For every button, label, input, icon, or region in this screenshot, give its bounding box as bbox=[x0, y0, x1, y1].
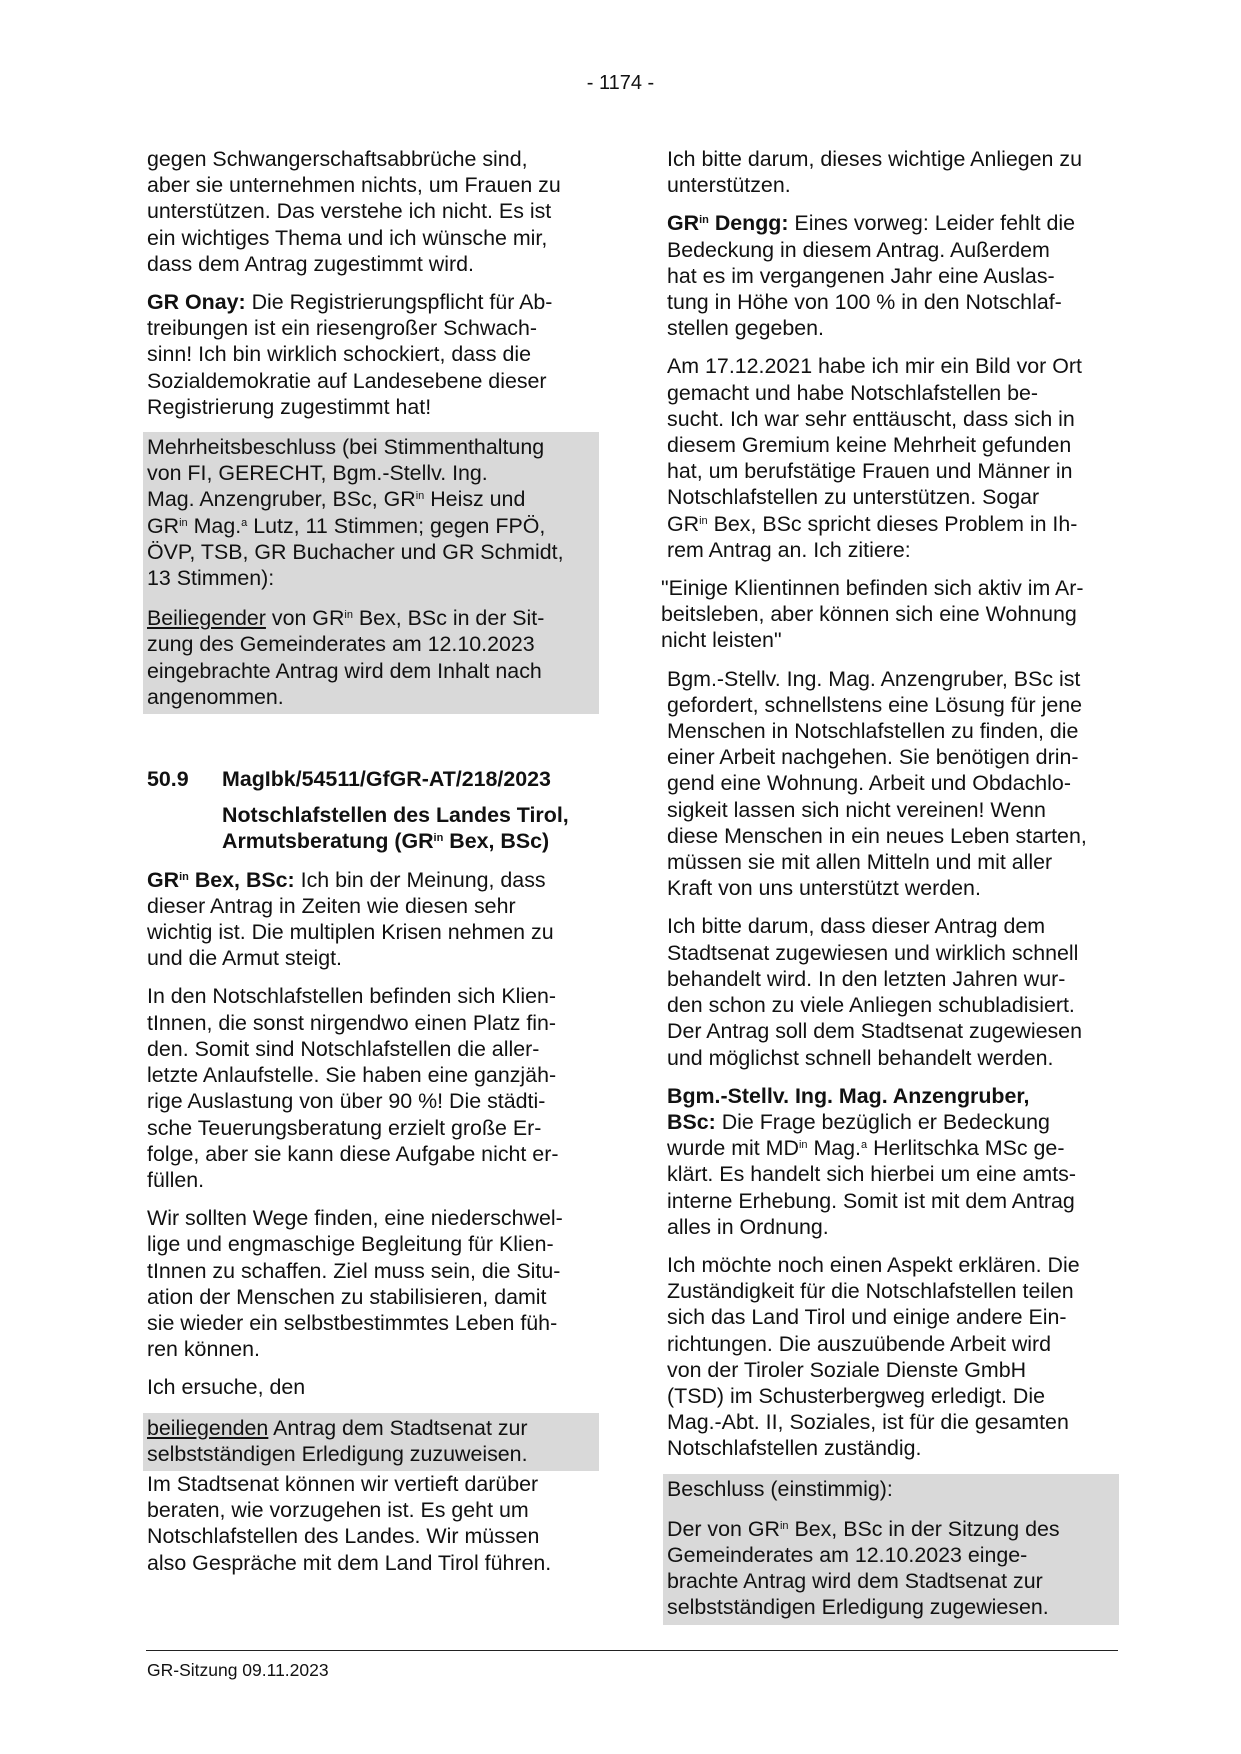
paragraph: In den Notschlafstellen befinden sich Klien- tInnen, die sonst nirgendwo einen Platz fin- den. Somit sind Notschlafstellen die aller- letzte Anlaufstelle. Sie haben eine ganzjäh- rige Auslastung von über 90 %! Die städti- sche Teuerungsberatung erzielt große Er- folge, aber sie kann diese Aufgabe nicht er- füllen. bbox=[147, 984, 559, 1192]
agenda-item-header bbox=[147, 766, 599, 792]
speaker-name: $GR^{in}$ Dengg: bbox=[667, 211, 789, 236]
resolution-block bbox=[147, 432, 599, 714]
agenda-reference: MagIbk/54511/GfGR-AT/218/2023 bbox=[222, 767, 551, 792]
attachment-reference: beiliegenden bbox=[147, 1415, 269, 1440]
paragraph: Ich bitte darum, dass dieser Antrag dem Stadtsenat zugewiesen und wirklich schnell behandelt wird. In den letzten Jahren wur- den schon zu viele Anliegen schubladisiert. Der Antrag soll dem Stadtsenat zugewiesen und möglichst schnell behandelt werden. bbox=[667, 914, 1082, 1070]
shaded-spacer bbox=[663, 1506, 1119, 1514]
motion-request: beiliegenden Antrag dem Stadtsenat zur selbstständigen Erledigung zuzuweisen. bbox=[143, 1413, 599, 1471]
speech-bex: $GR^{in}$ Bex, BSc: Ich bin der Meinung, dass dieser Antrag in Zeiten wie diesen sehr wichtig ist. Die multiplen Krisen nehmen zu und die Armut steigt. bbox=[147, 867, 554, 971]
attachment-reference: Beiliegender bbox=[147, 606, 266, 631]
right-column bbox=[661, 146, 1119, 1625]
page-number: - 1174 - bbox=[586, 72, 655, 94]
decision-label: Beschluss (einstimmig): bbox=[663, 1474, 1119, 1506]
quote: "Einige Klientinnen befinden sich aktiv im Ar- beitsleben, aber können sich eine Wohnung nicht leisten" bbox=[661, 576, 1084, 653]
decision-text: Der von $GR^{in}$ Bex, BSc in der Sitzung des Gemeinderates am 12.10.2023 einge- brachte Antrag wird dem Stadtsenat zur selbstständigen Erledigung zugewiesen. bbox=[663, 1514, 1119, 1625]
paragraph: Ich bitte darum, dieses wichtige Anliegen zu unterstützen. bbox=[667, 147, 1082, 198]
paragraph: Ich ersuche, den bbox=[147, 1375, 306, 1400]
speaker-name: Bgm.-Stellv. Ing. Mag. Anzengruber, BSc: bbox=[667, 1083, 1030, 1134]
paragraph: Wir sollten Wege finden, eine niederschwel- lige und engmaschige Begleitung für Klien- tInnen zu schaffen. Ziel muss sein, die Situ- ation der Menschen zu stabilisieren, damit sie wieder ein selbstbestimmtes Leben füh- ren können. bbox=[147, 1206, 563, 1362]
speech-onay: GR Onay: Die Registrierungspflicht für Ab- treibungen ist ein riesengroßer Schwach- sinn! Ich bin wirklich schockiert, dass die Sozialdemokratie auf Landesebene dieser Registrierung zugestimmt hat! bbox=[147, 290, 553, 419]
agenda-title: Notschlafstellen des Landes Tirol, Armutsberatung ($GR^{in}$ Bex, BSc) bbox=[222, 803, 569, 854]
agenda-number: 50.9 bbox=[147, 767, 189, 792]
shaded-spacer bbox=[143, 595, 599, 603]
paragraph: Bgm.-Stellv. Ing. Mag. Anzengruber, BSc ist gefordert, schnellstens eine Lösung für jene Menschen in Notschlafstellen zu finden, die einer Arbeit nachgehen. Sie benötigen drin- gend eine Wohnung. Arbeit und Obdachlo- sigkeit lassen sich nicht vereinen! Wenn diese Menschen in ein neues Leben starten, müssen sie mit allen Mitteln und mit aller Kraft von uns unterstützt werden. bbox=[667, 666, 1087, 901]
paragraph: Im Stadtsenat können wir vertieft darüber beraten, wie vorzugehen ist. Es geht um Notschlafstellen des Landes. Wir müssen also Gespräche mit dem Land Tirol führen. bbox=[147, 1471, 552, 1575]
speech-anzengruber: Bgm.-Stellv. Ing. Mag. Anzengruber, BSc: Die Frage bezüglich er Bedeckung wurde mit $MD^{in}$ Mag.$^a$ Herlitschka MSc ge- klärt. Es handelt sich hierbei um eine amts- interne Erhebung. Somit ist mit dem Antrag alles in Ordnung. bbox=[667, 1083, 1076, 1239]
speaker-name: GR Onay: bbox=[147, 290, 246, 315]
footer-divider bbox=[146, 1650, 1118, 1651]
vote-result: Mehrheitsbeschluss (bei Stimmenthaltung von FI, GERECHT, Bgm.-Stellv. Ing. Mag. Anzengruber, BSc, $GR^{in}$ Heisz und $GR^{in}$ Mag.$^a$ Lutz, 11 Stimmen; gegen FPÖ, ÖVP, TSB, GR Buchacher und GR Schmidt, 13 Stimmen): bbox=[143, 432, 599, 595]
speaker-name: $GR^{in}$ Bex, BSc: bbox=[147, 867, 295, 892]
resolution-text: Beiliegender von $GR^{in}$ Bex, BSc in der Sit- zung des Gemeinderates am 12.10.2023 eingebrachte Antrag wird dem Inhalt nach angenommen. bbox=[143, 603, 599, 714]
paragraph: gegen Schwangerschaftsabbrüche sind, aber sie unternehmen nichts, um Frauen zu unterstützen. Das verstehe ich nicht. Es ist ein wichtiges Thema und ich wünsche mir, dass dem Antrag zugestimmt wird. bbox=[147, 147, 561, 276]
speech-dengg: $GR^{in}$ Dengg: Eines vorweg: Leider fehlt die Bedeckung in diesem Antrag. Außerdem hat es im vergangenen Jahr eine Auslas- tung in Höhe von 100 % in den Notschlaf- stellen gegeben. bbox=[667, 211, 1076, 341]
paragraph: Ich möchte noch einen Aspekt erklären. Die Zuständigkeit für die Notschlafstellen teilen sich das Land Tirol und einige andere Ein- richtungen. Die auszuübende Arbeit wird von der Tiroler Soziale Dienste GmbH (TSD) im Schusterbergweg erledigt. Die Mag.-Abt. II, Soziales, ist für die gesamten Notschlafstellen zuständig. bbox=[667, 1252, 1080, 1461]
left-column bbox=[147, 146, 599, 1588]
footer-session-date: GR-Sitzung 09.11.2023 bbox=[147, 1660, 329, 1680]
decision-block bbox=[667, 1474, 1119, 1625]
paragraph: Am 17.12.2021 habe ich mir ein Bild vor Ort gemacht und habe Notschlafstellen be- sucht. Ich war sehr enttäuscht, dass sich in diesem Gremium keine Mehrheit gefunden hat, um berufstätige Frauen und Männer in Notschlafstellen zu unterstützen. Sogar $GR^{in}$ Bex, BSc spricht dieses Problem in Ih- rem Antrag an. Ich zitiere: bbox=[667, 354, 1082, 562]
